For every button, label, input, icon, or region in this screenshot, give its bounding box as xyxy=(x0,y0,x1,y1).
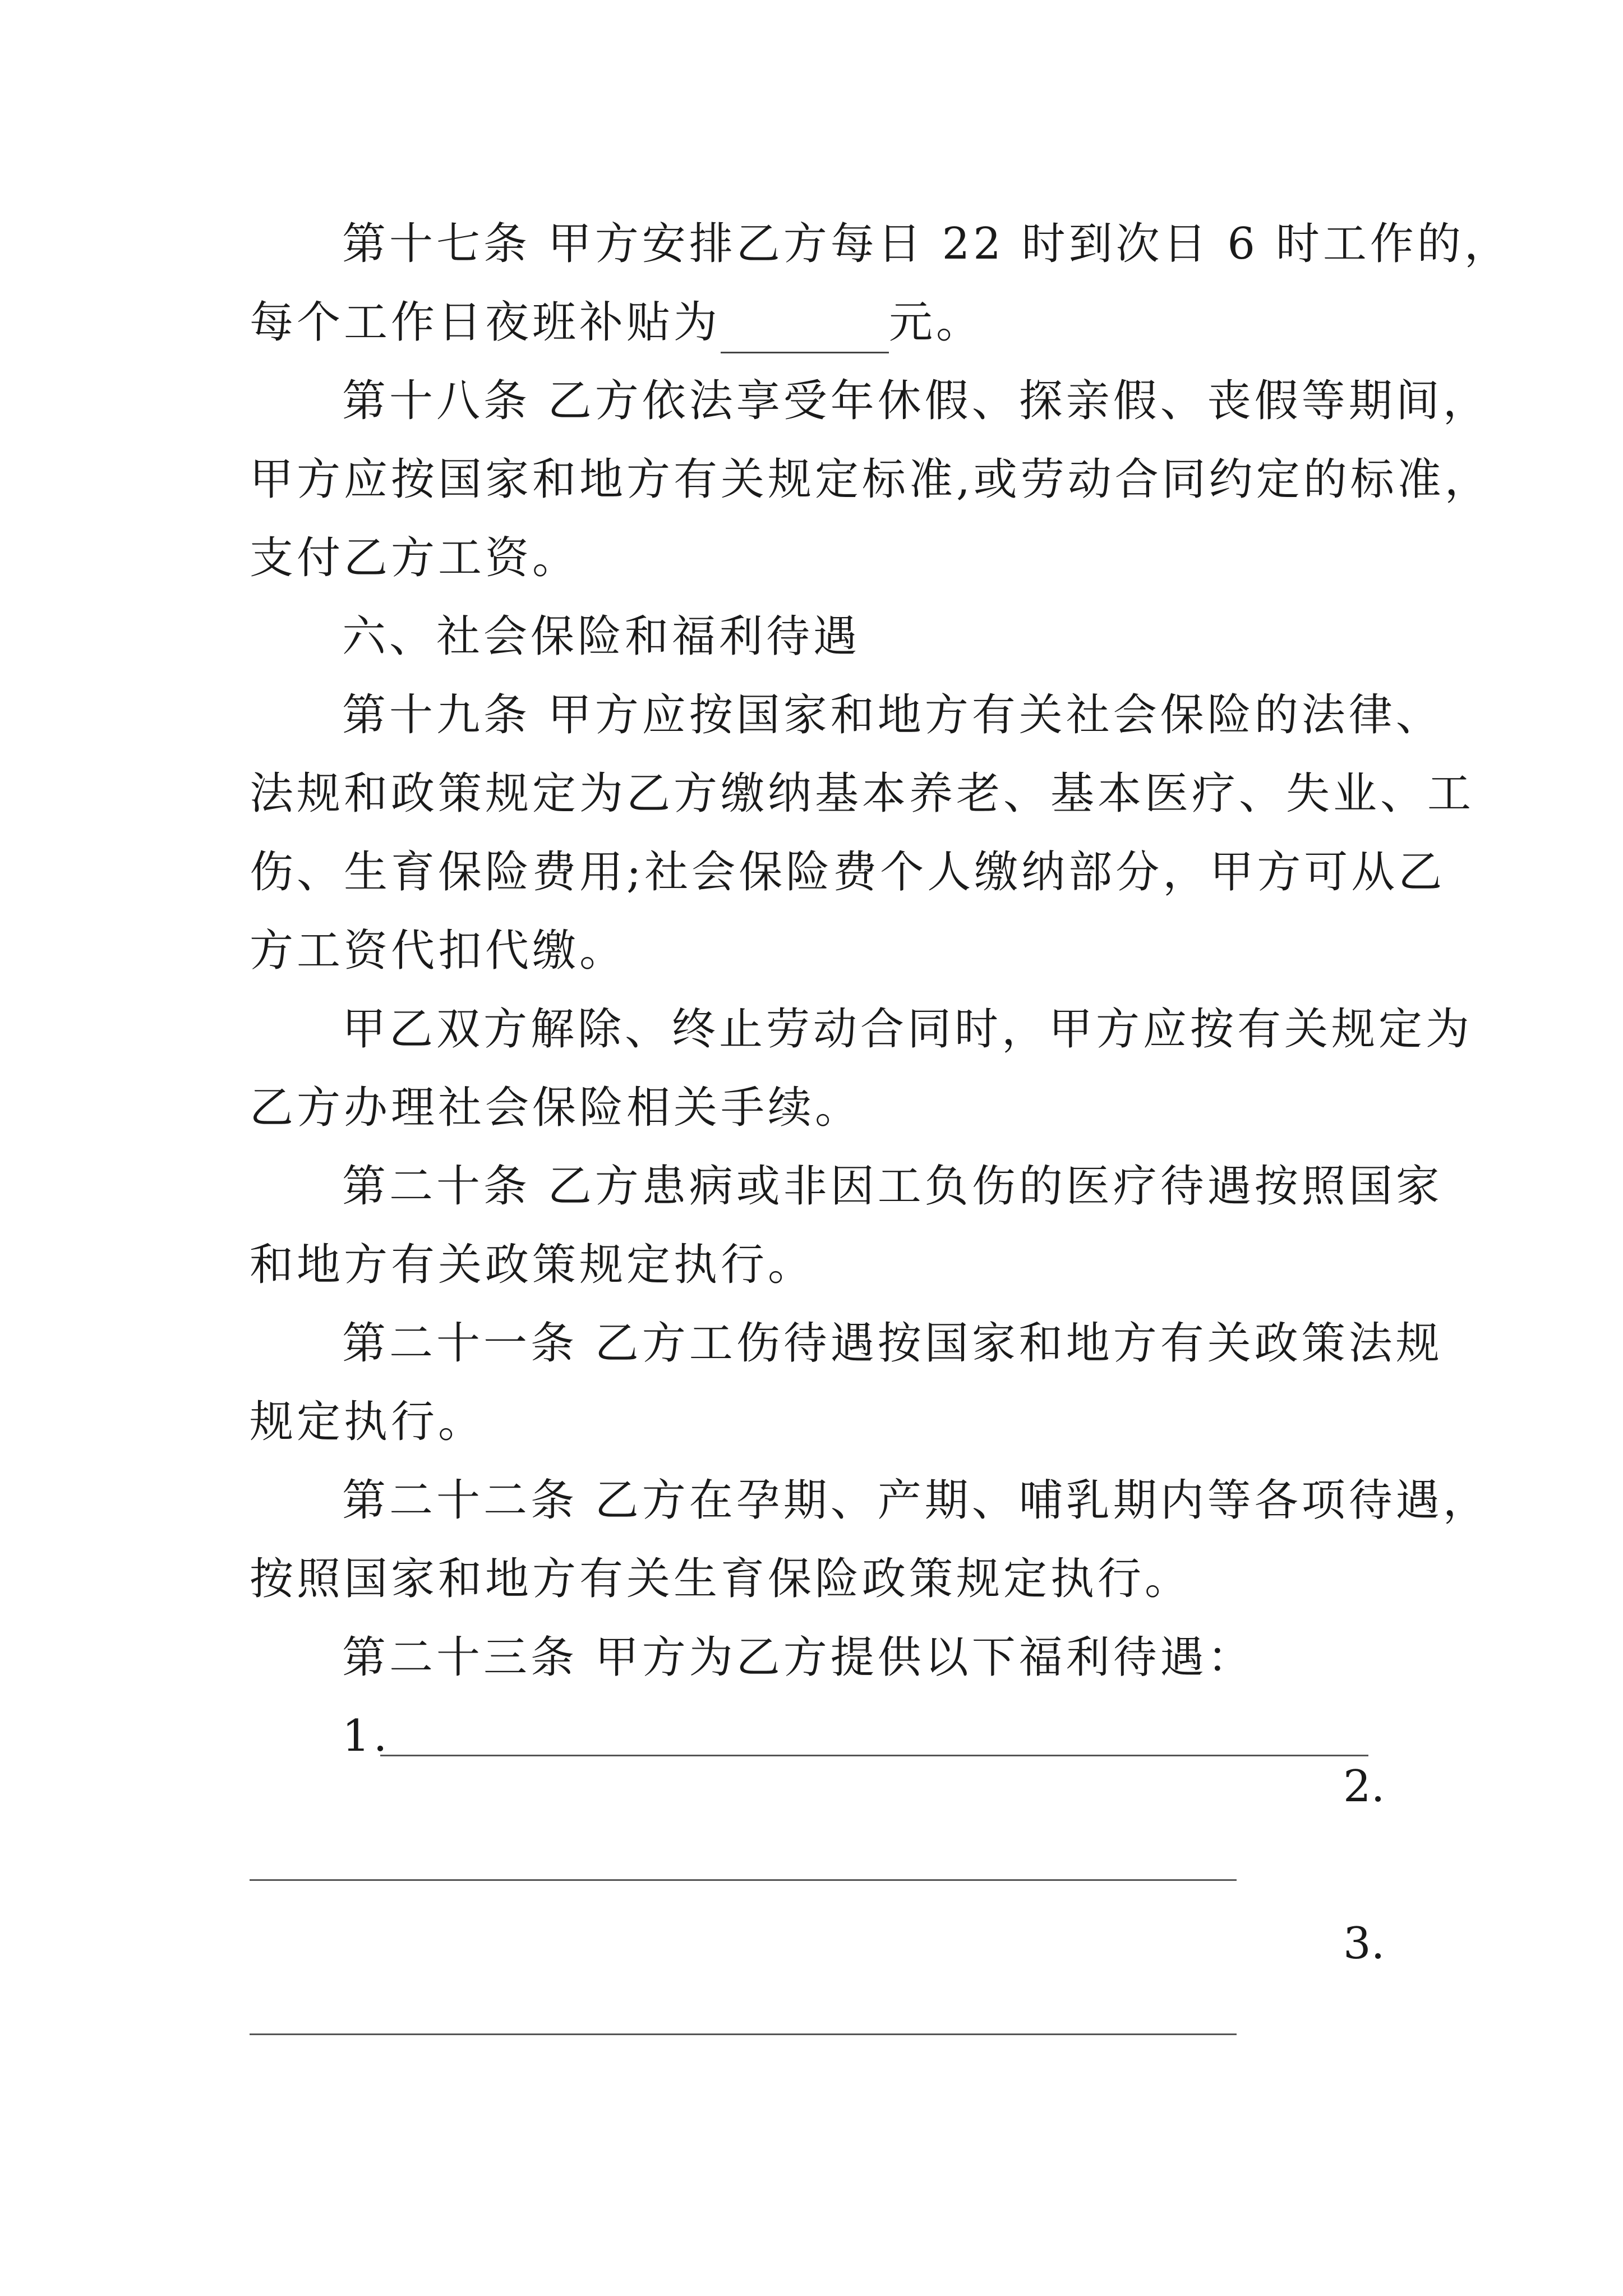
article-18-line-3: 支付乙方工资。 xyxy=(250,533,580,583)
article-19-line-2: 法规和政策规定为乙方缴纳基本养老、基本医疗、失业、工 xyxy=(250,769,1475,819)
welfare-item-1-number: 1. xyxy=(342,1711,391,1761)
section-6-heading: 六、社会保险和福利待遇 xyxy=(342,611,861,662)
article-21-line-2: 规定执行。 xyxy=(250,1397,486,1447)
article-17-line-2-post: 元。 xyxy=(889,297,984,348)
night-allowance-blank[interactable] xyxy=(721,312,889,353)
termination-line-2: 乙方办理社会保险相关手续。 xyxy=(250,1083,863,1133)
article-23-line-1: 第二十三条 甲方为乙方提供以下福利待遇： xyxy=(342,1632,1255,1683)
termination-line-1: 甲乙双方解除、终止劳动合同时，甲方应按有关规定为 xyxy=(342,1004,1473,1055)
welfare-item-2-blank[interactable] xyxy=(250,1879,1237,1881)
article-19-line-3: 伤、生育保险费用;社会保险费个人缴纳部分，甲方可从乙 xyxy=(250,847,1446,898)
article-17-line-2-pre: 每个工作日夜班补贴为 xyxy=(250,297,721,348)
article-22-line-1: 第二十二条 乙方在孕期、产期、哺乳期内等各项待遇， xyxy=(342,1475,1490,1526)
article-17-line-2 xyxy=(250,292,983,353)
article-21-line-1: 第二十一条 乙方工伤待遇按国家和地方有关政策法规 xyxy=(342,1318,1443,1369)
article-19-line-4: 方工资代扣代缴。 xyxy=(250,926,627,976)
article-19-line-1: 第十九条 甲方应按国家和地方有关社会保险的法律、 xyxy=(342,690,1443,740)
welfare-item-2-number: 2. xyxy=(1343,1761,1385,1812)
article-18-line-2: 甲方应按国家和地方有关规定标准,或劳动合同约定的标准， xyxy=(250,454,1492,505)
article-20-line-1: 第二十条 乙方患病或非因工负伤的医疗待遇按照国家 xyxy=(342,1161,1443,1212)
welfare-item-1-blank[interactable] xyxy=(380,1755,1368,1756)
welfare-item-3-blank[interactable] xyxy=(250,2033,1237,2035)
article-22-line-2: 按照国家和地方有关生育保险政策规定执行。 xyxy=(250,1554,1192,1604)
article-18-line-1: 第十八条 乙方依法享受年休假、探亲假、丧假等期间， xyxy=(342,376,1490,426)
article-17-line-1: 第十七条 甲方安排乙方每日 22 时到次日 6 时工作的， xyxy=(342,219,1511,269)
welfare-item-3-number: 3. xyxy=(1343,1918,1385,1969)
article-20-line-2: 和地方有关政策规定执行。 xyxy=(250,1240,815,1290)
